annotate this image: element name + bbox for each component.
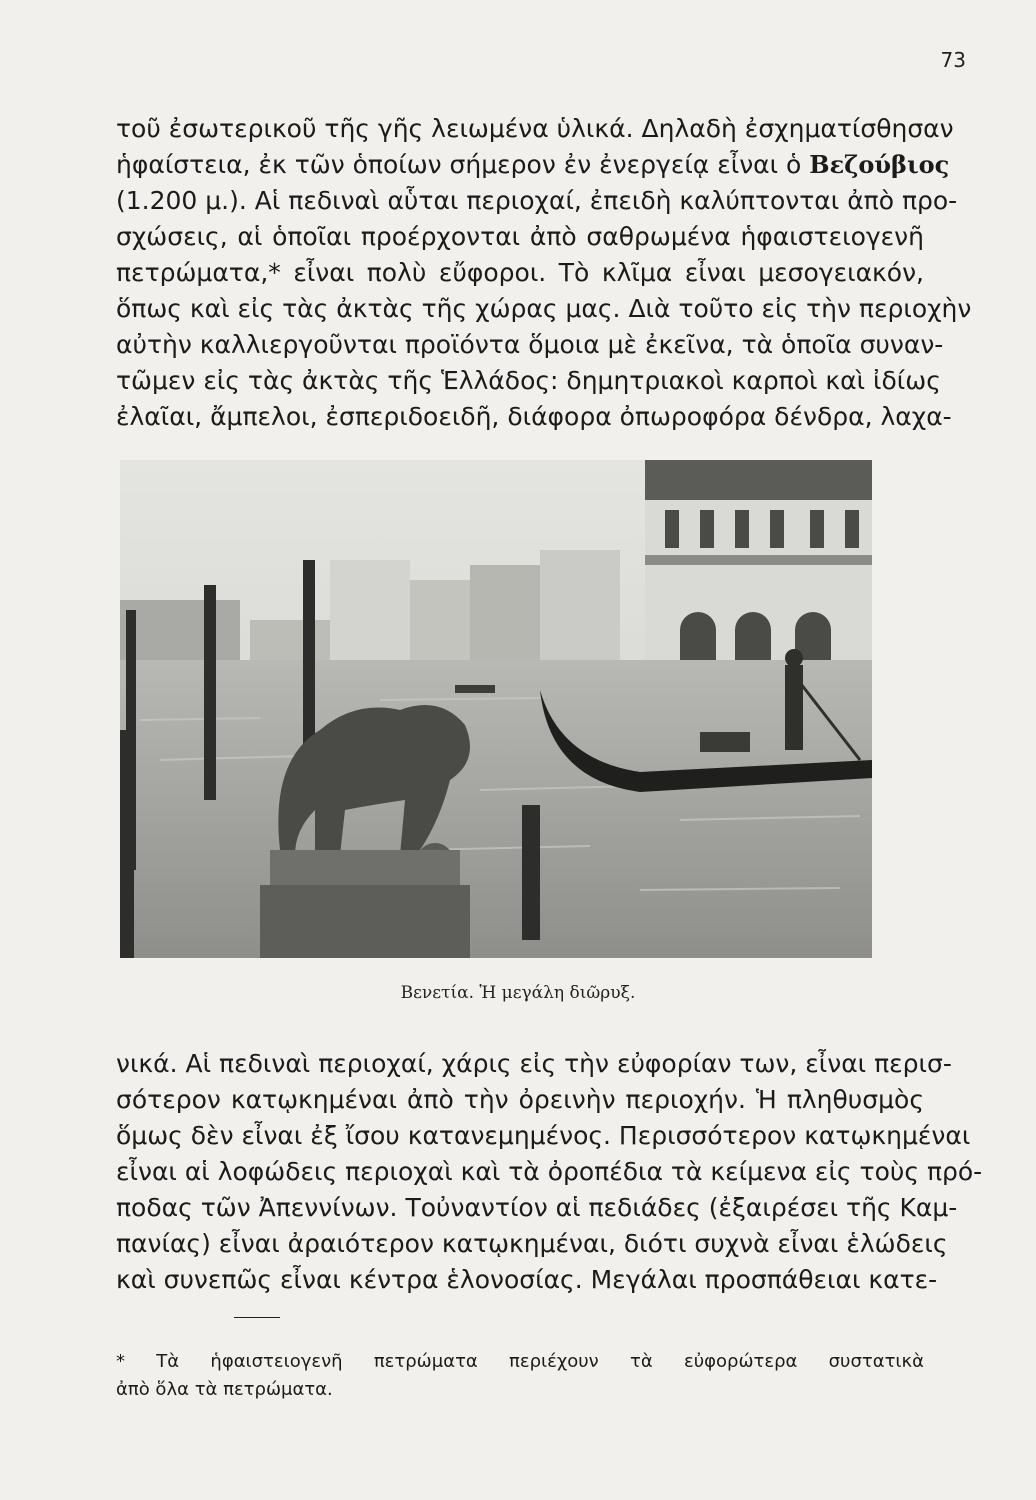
footnote-line: ἀπὸ ὅλα τὰ πετρώματα. bbox=[116, 1379, 333, 1400]
text-line: ποδας τῶν Ἀπεννίνων. Τοὐναντίον αἱ πεδιάδες (ἐξαιρέσει τῆς Καμ- bbox=[116, 1193, 958, 1222]
text-line: (1.200 μ.). Αἱ πεδιναὶ αὗται περιοχαί, ἐπειδὴ καλύπτονται ἀπὸ προ- bbox=[116, 186, 958, 215]
text-span: ἡφαίστεια, ἐκ τῶν ὁποίων σήμερον ἐν ἐνεργείᾳ εἶναι ὁ bbox=[116, 150, 802, 179]
footnote-divider bbox=[234, 1317, 280, 1318]
bold-term-vesuvius: Βεζούβιος bbox=[809, 150, 950, 179]
photo-caption: Βενετία. Ἡ μεγάλη διῶρυξ. bbox=[400, 983, 636, 1003]
footnote-line: * Τὰ ἡφαιστειογενῆ πετρώματα περιέχουν τὰ εὐφορώτερα συστατικὰ bbox=[116, 1351, 924, 1372]
text-line: ἐλαῖαι, ἄμπελοι, ἐσπεριδοειδῆ, διάφορα ὀπωροφόρα δένδρα, λαχα- bbox=[116, 402, 952, 431]
text-line: σχώσεις, αἱ ὁποῖαι προέρχονται ἀπὸ σαθρωμένα ἡφαιστειογενῆ bbox=[116, 222, 924, 251]
text-line: πανίας) εἶναι ἀραιότερον κατῳκημέναι, διότι συχνὰ εἶναι ἑλώδεις bbox=[116, 1229, 948, 1258]
text-line: ὅμως δὲν εἶναι ἐξ ἴσου κατανεμημένος. Περισσότερον κατῳκημέναι bbox=[116, 1121, 971, 1150]
text-line: σότερον κατῳκημέναι ἀπὸ τὴν ὀρεινὴν περιοχήν. Ἡ πληθυσμὸς bbox=[116, 1085, 924, 1114]
text-line: τοῦ ἐσωτερικοῦ τῆς γῆς λειωμένα ὑλικά. Δηλαδὴ ἐσχηματίσθησαν bbox=[116, 114, 954, 143]
text-line: πετρώματα,* εἶναι πολὺ εὔφοροι. Τὸ κλῖμα εἶναι μεσογειακόν, bbox=[116, 258, 924, 287]
text-line: νικά. Αἱ πεδιναὶ περιοχαί, χάρις εἰς τὴν εὐφορίαν των, εἶναι περισ- bbox=[116, 1049, 952, 1078]
text-line: αὐτὴν καλλιεργοῦνται προϊόντα ὅμοια μὲ ἐκεῖνα, τὰ ὁποῖα συναν- bbox=[116, 330, 944, 359]
text-line: ὅπως καὶ εἰς τὰς ἀκτὰς τῆς χώρας μας. Διὰ τοῦτο εἰς τὴν περιοχὴν bbox=[116, 294, 972, 323]
text-line bbox=[116, 146, 950, 184]
text-line: εἶναι αἱ λοφώδεις περιοχαὶ καὶ τὰ ὀροπέδια τὰ κείμενα εἰς τοὺς πρό- bbox=[116, 1157, 983, 1186]
text-line: καὶ συνεπῶς εἶναι κέντρα ἑλονοσίας. Μεγάλαι προσπάθειαι κατε- bbox=[116, 1265, 938, 1294]
page-number: 73 bbox=[940, 48, 966, 72]
text-line: τῶμεν εἰς τὰς ἀκτὰς τῆς Ἑλλάδος: δημητριακοὶ καρποὶ καὶ ἰδίως bbox=[116, 366, 941, 395]
venice-grand-canal-photo bbox=[120, 460, 872, 958]
